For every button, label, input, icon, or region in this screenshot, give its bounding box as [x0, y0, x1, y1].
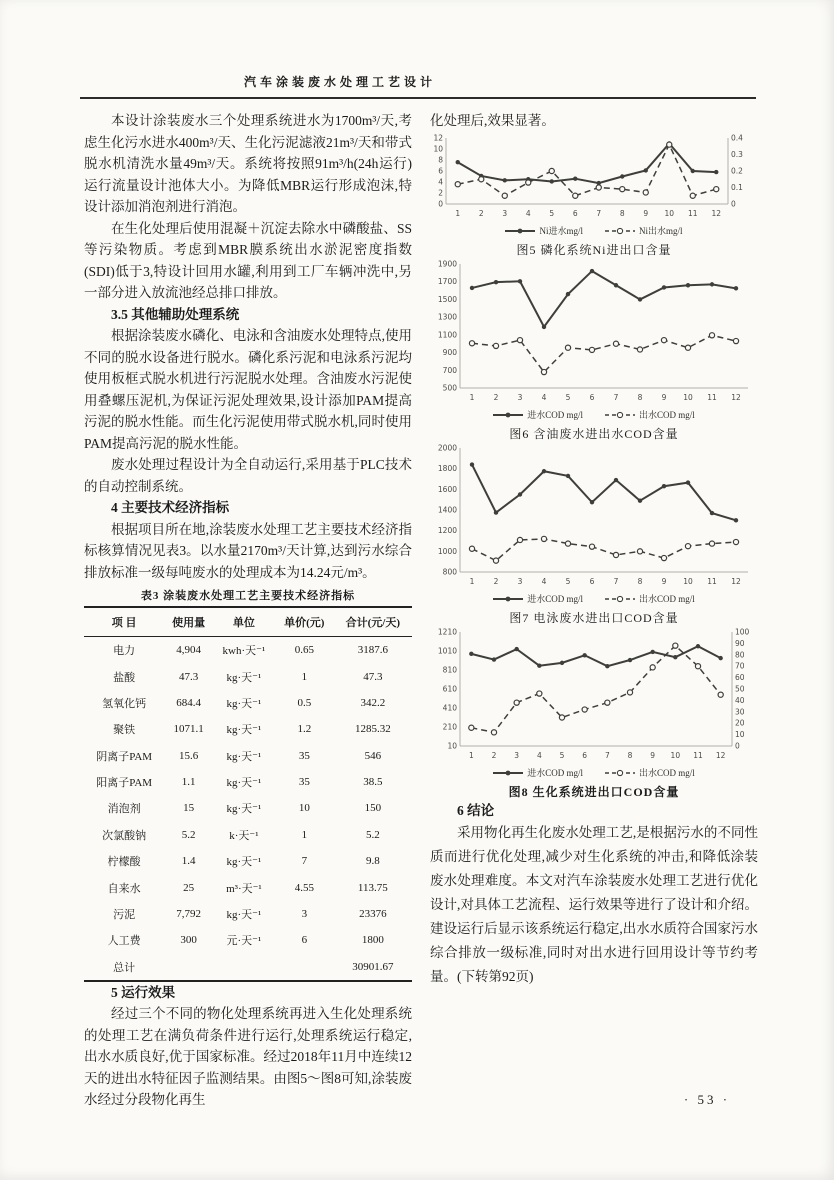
svg-text:1800: 1800 — [437, 463, 457, 473]
table-cell: 1.1 — [181, 776, 196, 789]
para-operation-result: 经过三个不同的物化处理系统再进入生化处理系统的处理工艺在满负荷条件进行运行,处理系统运行稳定,出水水质良好,优于国家标准。经过2018年11月中连续12天的进出水特征因子监测结果。由图5～图8可知,涂装废水经过分段物化再生 — [84, 1006, 412, 1108]
svg-text:1: 1 — [469, 392, 475, 402]
legend-item — [493, 766, 583, 779]
electrophoresis-cod-chart — [430, 442, 758, 592]
table-cell: 7,792 — [176, 907, 201, 920]
table-cell: 7 — [301, 855, 308, 868]
table-cell: 次氯酸钠 — [102, 829, 147, 842]
svg-text:4: 4 — [536, 750, 542, 760]
svg-text:1300: 1300 — [437, 312, 457, 322]
table-cell: 4.55 — [294, 881, 314, 894]
svg-text:6: 6 — [582, 750, 588, 760]
table-cell: 1285.32 — [354, 723, 391, 736]
table-cell: 1.4 — [181, 855, 196, 868]
table-cell: 0.5 — [297, 696, 312, 709]
table-cell: 1.2 — [297, 723, 312, 736]
legend-item — [605, 592, 695, 605]
svg-text:1100: 1100 — [437, 329, 457, 339]
running-head: 汽车涂装废水处理工艺设计 — [243, 75, 436, 89]
table-cell: 5.2 — [365, 828, 380, 841]
svg-text:5: 5 — [559, 750, 565, 760]
svg-text:610: 610 — [442, 684, 457, 693]
table-row — [84, 874, 412, 900]
svg-text:11: 11 — [687, 208, 698, 218]
svg-text:4: 4 — [438, 177, 443, 186]
svg-text:70: 70 — [735, 661, 745, 671]
para-conclusion: 采用物化再生化废水处理工艺,是根据污水的不同性质而进行优化处理,减少对生化系统的冲击,和降低涂装废水处理难度。本文对汽车涂装废水处理工艺进行优化设计,对具体工艺流程、运行效果等进行了设计和介绍。建设运行后显示该系统运行稳定,出水水质符合国家污水综合排放一级标准,同时对出水进行回用设计等节约考量。(下转第92页) — [430, 825, 758, 984]
right-column — [430, 110, 758, 989]
table-cell: 0.65 — [294, 644, 314, 657]
svg-text:8: 8 — [637, 576, 643, 586]
table-cell: 684.4 — [176, 696, 201, 709]
table-cell: 35 — [298, 749, 310, 762]
svg-text:5: 5 — [565, 392, 571, 402]
table-3-header — [84, 607, 412, 637]
table-cell: 9.8 — [365, 855, 380, 868]
svg-text:40: 40 — [735, 695, 745, 705]
svg-text:500: 500 — [442, 383, 457, 392]
table-cell — [275, 954, 334, 981]
table-row — [84, 901, 412, 927]
svg-text:1: 1 — [455, 208, 461, 218]
figure-6 — [430, 258, 758, 442]
table-3-body — [84, 637, 412, 981]
svg-text:10: 10 — [735, 729, 745, 739]
svg-text:1700: 1700 — [437, 276, 457, 286]
para-dewatering: 根据涂装废水磷化、电泳和含油废水处理特点,使用不同的脱水设备进行脱水。磷化系污泥和电泳系污泥均使用板框式脱水机进行污泥脱水处理。含油废水污泥使用叠螺压泥机,为保证污泥处理效果,设计添加PAM提高污泥的脱水性能。而生化污泥使用带式脱水机,同时使用PAM提高污泥的脱水性能。 — [84, 328, 412, 451]
table-cell: 30901.67 — [352, 960, 394, 973]
figure-5 — [430, 132, 758, 258]
svg-text:5: 5 — [565, 576, 571, 586]
table-cell: 4,904 — [176, 644, 201, 657]
table-row — [84, 637, 412, 664]
svg-text:20: 20 — [735, 718, 745, 728]
table-cell: 10 — [298, 802, 310, 815]
svg-text:12: 12 — [731, 392, 741, 402]
table-cell: m³·天⁻¹ — [226, 882, 262, 895]
table-cell: kg·天⁻¹ — [226, 803, 262, 816]
table-cell: 300 — [180, 934, 197, 947]
svg-text:1600: 1600 — [437, 484, 457, 494]
legend-item — [493, 408, 583, 421]
svg-text:60: 60 — [735, 672, 745, 682]
svg-text:6: 6 — [589, 392, 595, 402]
svg-text:2: 2 — [438, 188, 443, 197]
svg-text:6: 6 — [572, 208, 578, 218]
svg-text:0.1: 0.1 — [731, 182, 743, 192]
para-coagulation: 在生化处理后使用混凝＋沉淀去除水中磷酸盐、SS等污染物质。考虑到MBR膜系统出水淤泥密度指数(SDI)低于3,特设计回用水罐,利用到工厂车辆冲洗中,另一部分进入放流池经总排口排放。 — [84, 220, 412, 300]
svg-text:0: 0 — [731, 199, 736, 208]
table-cell: 氢氧化钙 — [102, 697, 147, 710]
table-cell: 113.75 — [357, 881, 388, 894]
figure-6-caption: 图6 含油废水进出水COD含量 — [509, 426, 679, 441]
svg-text:410: 410 — [442, 703, 457, 712]
table-cell: 1 — [301, 670, 308, 683]
table-cell: 25 — [183, 881, 195, 894]
svg-text:0: 0 — [735, 741, 740, 750]
table-3-column-header: 合计(元/天) — [334, 607, 412, 637]
figure-6-legend — [430, 408, 758, 422]
para-lead-continuation: 化处理后,效果显著。 — [430, 113, 555, 128]
table-3 — [84, 606, 412, 982]
legend-label: Ni进水mg/l — [539, 226, 583, 236]
table-cell: 342.2 — [360, 696, 386, 709]
legend-label: 出水COD mg/l — [639, 768, 695, 778]
figure-8-caption: 图8 生化系统进出口COD含量 — [508, 784, 680, 799]
svg-text:0: 0 — [438, 199, 443, 208]
table-cell: 总计 — [113, 961, 136, 974]
svg-text:8: 8 — [619, 208, 625, 218]
svg-text:4: 4 — [541, 392, 547, 402]
heading-4: 4 主要技术经济指标 — [111, 500, 230, 515]
svg-text:2: 2 — [493, 576, 499, 586]
svg-text:1010: 1010 — [437, 646, 457, 655]
para-economics: 根据项目所在地,涂装废水处理工艺主要技术经济指标核算情况见表3。以水量2170m³/天计算,达到污水综合排放标准一级每吨废水的处理成本为14.24元/m³。 — [84, 521, 412, 580]
table-cell: 人工费 — [107, 935, 141, 948]
table-cell — [213, 954, 275, 981]
svg-text:7: 7 — [604, 750, 610, 760]
table-cell: 污泥 — [113, 908, 136, 921]
svg-text:6: 6 — [589, 576, 595, 586]
svg-text:8: 8 — [438, 155, 443, 164]
svg-text:1000: 1000 — [437, 546, 457, 556]
table-cell — [164, 954, 213, 981]
svg-text:11: 11 — [707, 392, 717, 402]
table-3-column-header: 单位 — [213, 607, 275, 637]
heading-5: 5 运行效果 — [111, 984, 176, 1000]
table-cell: 15.6 — [178, 749, 199, 762]
svg-text:10: 10 — [433, 144, 443, 153]
left-column — [84, 110, 412, 1111]
table-cell: kg·天⁻¹ — [226, 777, 262, 790]
svg-text:4: 4 — [525, 208, 531, 218]
svg-text:3: 3 — [502, 208, 508, 218]
svg-text:30: 30 — [735, 706, 745, 716]
figure-7-legend — [430, 592, 758, 606]
figure-7-caption: 图7 电泳废水进出口COD含量 — [509, 610, 679, 625]
table-3-column-header: 项 目 — [84, 607, 164, 637]
svg-text:10: 10 — [664, 208, 675, 218]
svg-text:80: 80 — [735, 649, 745, 659]
svg-text:1200: 1200 — [437, 525, 457, 535]
svg-text:10: 10 — [447, 741, 457, 750]
legend-label: Ni出水mg/l — [639, 226, 683, 236]
table-row — [84, 690, 412, 716]
figure-7 — [430, 442, 758, 626]
table-cell: 1800 — [361, 934, 384, 947]
table-3-caption: 表3 涂装废水处理工艺主要技术经济指标 — [140, 590, 356, 602]
svg-text:2000: 2000 — [437, 443, 457, 452]
svg-text:1: 1 — [468, 750, 474, 760]
table-cell: 6 — [301, 934, 308, 947]
svg-text:90: 90 — [735, 638, 745, 648]
svg-text:3: 3 — [514, 750, 520, 760]
svg-text:10: 10 — [670, 750, 681, 760]
svg-text:2: 2 — [493, 392, 499, 402]
table-row — [84, 954, 412, 981]
header-rule — [80, 97, 756, 99]
legend-label: 出水COD mg/l — [639, 410, 695, 420]
svg-text:9: 9 — [661, 392, 667, 402]
svg-text:810: 810 — [442, 665, 457, 674]
table-row — [84, 927, 412, 953]
svg-text:10: 10 — [683, 576, 693, 586]
legend-label: 进水COD mg/l — [527, 768, 583, 778]
svg-text:6: 6 — [438, 166, 443, 175]
svg-text:210: 210 — [442, 722, 457, 731]
table-cell: k·天⁻¹ — [229, 829, 259, 842]
table-cell: kg·天⁻¹ — [226, 671, 262, 684]
svg-text:11: 11 — [707, 576, 717, 586]
svg-text:7: 7 — [613, 576, 619, 586]
table-cell: 15 — [183, 802, 195, 815]
oily-wastewater-cod-chart — [430, 258, 758, 408]
table-row — [84, 795, 412, 821]
svg-text:5: 5 — [549, 208, 555, 218]
svg-text:12: 12 — [715, 750, 726, 760]
svg-text:800: 800 — [442, 567, 457, 576]
table-cell: 47.3 — [178, 670, 199, 683]
table-cell: 盐酸 — [113, 671, 136, 684]
table-cell: kg·天⁻¹ — [226, 908, 262, 921]
svg-text:1210: 1210 — [437, 627, 457, 636]
table-row — [84, 663, 412, 689]
heading-6: 6 结论 — [457, 802, 495, 818]
svg-text:12: 12 — [711, 208, 722, 218]
svg-text:1: 1 — [469, 576, 475, 586]
heading-3-5: 3.5 其他辅助处理系统 — [111, 306, 240, 322]
svg-text:2: 2 — [491, 750, 497, 760]
svg-text:900: 900 — [442, 347, 457, 357]
legend-item — [493, 592, 583, 605]
svg-text:0.2: 0.2 — [731, 166, 743, 175]
table-3-column-header: 单价(元) — [275, 607, 334, 637]
svg-text:9: 9 — [650, 750, 656, 760]
figure-5-caption: 图5 磷化系统Ni进出口含量 — [516, 242, 672, 257]
svg-text:3: 3 — [517, 576, 523, 586]
table-cell: 阴离子PAM — [96, 750, 153, 763]
svg-text:0.3: 0.3 — [731, 149, 743, 159]
svg-text:12: 12 — [433, 133, 443, 142]
table-cell: 23376 — [359, 907, 387, 920]
svg-text:50: 50 — [735, 684, 745, 693]
table-row — [84, 716, 412, 742]
table-cell: 阳离子PAM — [96, 777, 153, 790]
table-cell: 元·天⁻¹ — [226, 935, 262, 948]
svg-text:3: 3 — [517, 392, 523, 402]
table-cell: 消泡剂 — [107, 803, 141, 816]
svg-text:7: 7 — [613, 392, 619, 402]
para-plc: 废水处理过程设计为全自动运行,采用基于PLC技术的自动控制系统。 — [84, 457, 412, 494]
table-cell: kg·天⁻¹ — [226, 856, 262, 869]
table-cell: kg·天⁻¹ — [226, 724, 262, 737]
table-cell: kg·天⁻¹ — [226, 697, 262, 710]
svg-text:9: 9 — [643, 208, 649, 218]
svg-text:1900: 1900 — [437, 259, 457, 268]
table-cell: 150 — [364, 802, 382, 815]
figure-8 — [430, 626, 758, 800]
table-cell: 柠檬酸 — [107, 856, 141, 869]
svg-text:9: 9 — [661, 576, 667, 586]
svg-text:7: 7 — [596, 208, 602, 218]
svg-text:100: 100 — [735, 627, 750, 636]
table-cell: 电力 — [113, 645, 136, 658]
table-row — [84, 848, 412, 874]
table-row — [84, 769, 412, 795]
svg-text:0.4: 0.4 — [731, 133, 743, 142]
svg-text:8: 8 — [627, 750, 633, 760]
legend-label: 进水COD mg/l — [527, 594, 583, 604]
svg-text:8: 8 — [637, 392, 643, 402]
table-cell: 3187.6 — [357, 644, 388, 657]
page-number: · 53 · — [683, 1092, 731, 1107]
table-row — [84, 743, 412, 769]
legend-label: 出水COD mg/l — [639, 594, 695, 604]
svg-text:1500: 1500 — [437, 294, 457, 304]
table-cell: kg·天⁻¹ — [226, 750, 262, 763]
table-cell: 47.3 — [363, 670, 383, 683]
svg-text:12: 12 — [731, 576, 741, 586]
legend-item — [505, 224, 583, 237]
table-3-column-header: 使用量 — [164, 607, 213, 637]
legend-item — [605, 408, 695, 421]
table-cell: 5.2 — [181, 828, 196, 841]
table-cell: 1071.1 — [173, 723, 204, 736]
table-cell: 546 — [364, 749, 382, 762]
table-row — [84, 822, 412, 848]
legend-label: 进水COD mg/l — [527, 410, 583, 420]
svg-text:2: 2 — [478, 208, 484, 218]
legend-item — [605, 766, 695, 779]
table-cell: 聚铁 — [113, 724, 136, 737]
figure-8-legend — [430, 766, 758, 780]
svg-text:700: 700 — [442, 365, 457, 375]
para-inflow-design: 本设计涂装废水三个处理系统进水为1700m³/天,考虑生化污水进水400m³/天、生化污泥滤液21m³/天和带式脱水机清洗水量49m³/天。系统将按照91m³/h(24h运行)运行流量设计池体大小。为降低MBR运行形成泡沫,特设计添加消泡剂进行消泡。 — [84, 113, 412, 214]
table-cell: 35 — [298, 776, 310, 789]
table-cell: 1 — [301, 828, 308, 841]
svg-text:11: 11 — [693, 750, 703, 760]
table-cell: 38.5 — [363, 776, 383, 789]
table-cell: 自来水 — [107, 882, 141, 895]
svg-text:1400: 1400 — [437, 505, 457, 514]
figure-5-legend — [430, 224, 758, 238]
biochemical-cod-chart — [430, 626, 758, 766]
ni-inlet-outlet-chart — [430, 132, 758, 224]
table-cell: 3 — [301, 907, 308, 920]
table-cell: kwh·天⁻¹ — [222, 645, 266, 658]
legend-item — [605, 224, 683, 237]
svg-text:10: 10 — [683, 392, 693, 402]
svg-text:4: 4 — [541, 576, 547, 586]
